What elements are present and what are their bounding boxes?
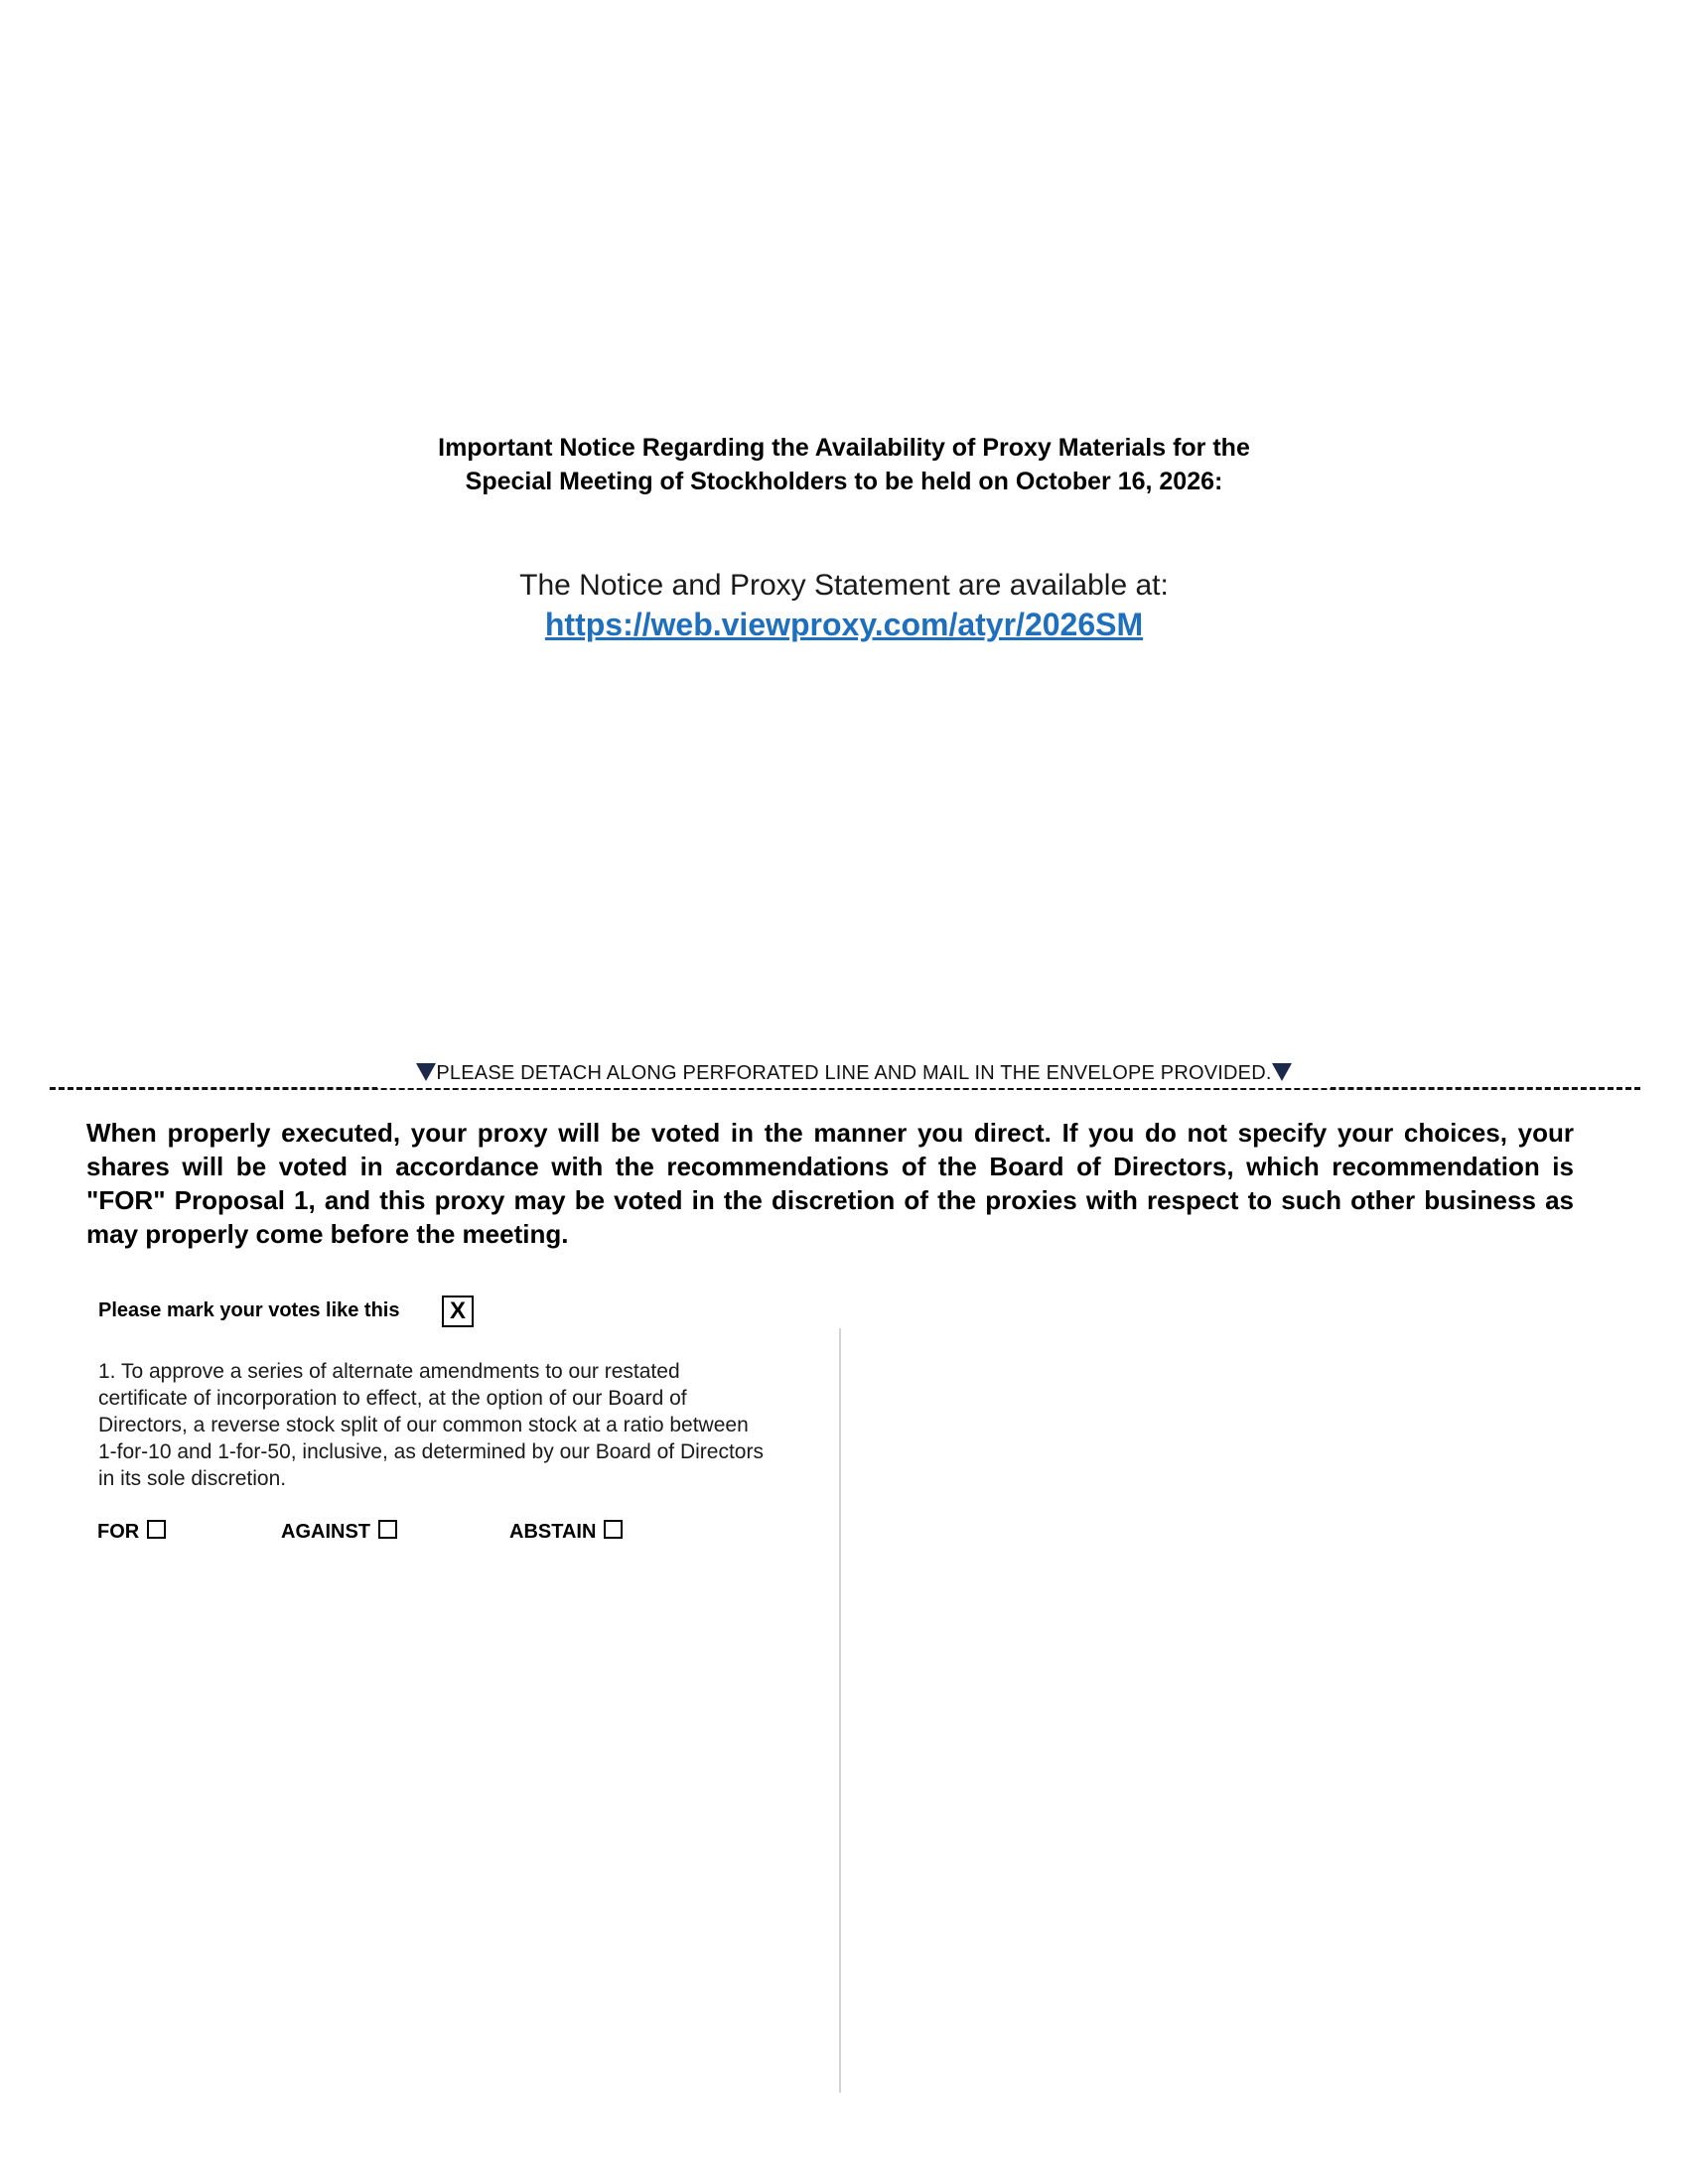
down-triangle-icon	[416, 1063, 436, 1081]
down-triangle-icon	[1272, 1063, 1292, 1081]
vote-for-checkbox[interactable]	[147, 1520, 166, 1539]
vote-abstain-option[interactable]	[509, 1519, 623, 1545]
vote-for-option[interactable]	[97, 1519, 166, 1545]
vote-against-checkbox[interactable]	[378, 1520, 397, 1539]
detach-instruction	[377, 1058, 1331, 1088]
detach-instruction-text: PLEASE DETACH ALONG PERFORATED LINE AND MAIL IN THE ENVELOPE PROVIDED.	[436, 1062, 1272, 1084]
column-divider	[839, 1328, 841, 2093]
mark-votes-label: Please mark your votes like this	[98, 1299, 400, 1321]
notice-heading	[248, 431, 1440, 498]
vote-abstain-label: ABSTAIN	[509, 1521, 597, 1543]
notice-heading-line-1: Important Notice Regarding the Availability of Proxy Materials for the	[438, 434, 1250, 462]
vote-against-label: AGAINST	[281, 1521, 370, 1543]
notice-heading-line-2: Special Meeting of Stockholders to be held on October 16, 2026:	[465, 468, 1223, 495]
voting-instructions: When properly executed, your proxy will be voted in the manner you direct. If you do not specify your choices, your shares will be voted in accordance with the recommendations of the Board of Directors, which recommendation is "FOR" Proposal 1, and this proxy may be voted in the discretion of the proxies with respect to such other business as may properly come before the meeting.	[86, 1118, 1574, 1249]
vote-against-option[interactable]	[281, 1519, 397, 1545]
vote-for-label: FOR	[97, 1521, 140, 1543]
proxy-materials-link[interactable]: https://web.viewproxy.com/atyr/2026SM	[544, 607, 1144, 642]
proposal-1-text: 1. To approve a series of alternate amendments to our restated certificate of incorporation to effect, at the option of our Board of Directors, a reverse stock split of our common stock at a ratio between 1-for-10 and 1-for-50, inclusive, as determined by our Board of Directors in its sole discretion.	[98, 1360, 764, 1490]
vote-abstain-checkbox[interactable]	[604, 1520, 623, 1539]
availability-text: The Notice and Proxy Statement are available at:	[519, 569, 1169, 602]
mark-example-box: X	[442, 1296, 474, 1327]
